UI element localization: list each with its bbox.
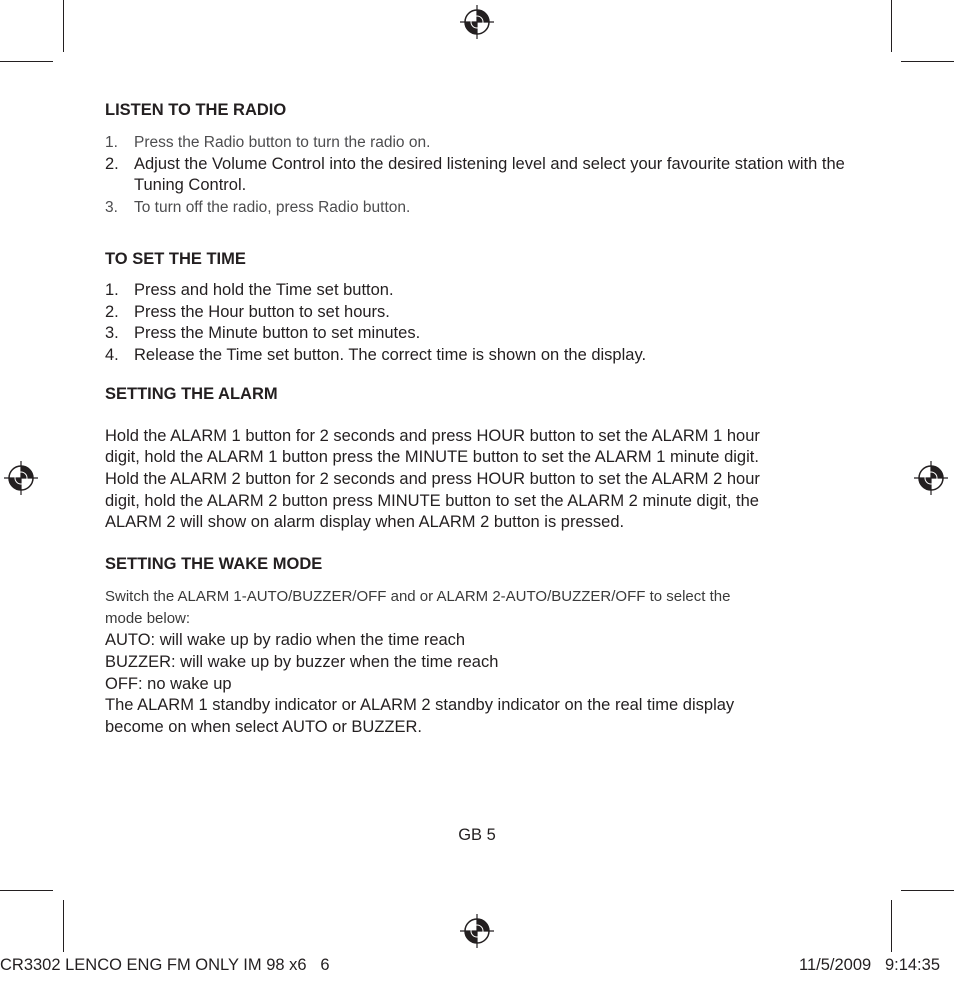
page-number: GB 5 <box>458 826 496 844</box>
list-item: 3. Press the Minute button to set minutes. <box>105 324 421 343</box>
text-line: BUZZER: will wake up by buzzer when the time reach <box>105 652 499 671</box>
radio-steps-list <box>105 132 865 219</box>
crop-mark <box>0 890 53 891</box>
crop-mark <box>0 61 53 62</box>
section-heading-wake-mode: SETTING THE WAKE MODE <box>105 555 323 574</box>
text-line: digit, hold the ALARM 2 button press MINUTE button to set the ALARM 2 minute digit, the <box>105 491 759 510</box>
print-slug-filename: CR3302 LENCO ENG FM ONLY IM 98 x6 6 <box>0 956 330 974</box>
text-line: ALARM 2 will show on alarm display when ALARM 2 button is pressed. <box>105 513 625 532</box>
text-line: mode below: <box>105 610 191 628</box>
list-item: 3. To turn off the radio, press Radio button. <box>105 199 411 217</box>
list-item: 4. Release the Time set button. The correct time is shown on the display. <box>105 345 647 364</box>
text-line: Switch the ALARM 1-AUTO/BUZZER/OFF and or ALARM 2-AUTO/BUZZER/OFF to select the <box>105 588 731 606</box>
wake-mode-paragraph <box>105 586 865 739</box>
list-item: 1. Press and hold the Time set button. <box>105 280 394 299</box>
registration-mark-icon <box>460 5 494 39</box>
crop-mark <box>891 0 892 52</box>
section-heading-time: TO SET THE TIME <box>105 249 246 268</box>
crop-mark <box>901 890 954 891</box>
crop-mark <box>901 61 954 62</box>
crop-mark <box>63 900 64 952</box>
print-slug-timestamp: 11/5/2009 9:14:35 <box>799 956 940 974</box>
time-steps-list <box>105 280 865 367</box>
text-line: The ALARM 1 standby indicator or ALARM 2 standby indicator on the real time display <box>105 696 735 715</box>
page-content <box>105 100 865 739</box>
list-item: 1. Press the Radio button to turn the radio on. <box>105 134 431 151</box>
text-line: AUTO: will wake up by radio when the time reach <box>105 631 466 650</box>
list-item: 2. Press the Hour button to set hours. <box>105 302 390 321</box>
text-line: Hold the ALARM 2 button for 2 seconds and press HOUR button to set the ALARM 2 hour <box>105 470 760 489</box>
alarm-paragraph <box>105 426 865 535</box>
crop-mark <box>891 900 892 952</box>
text-line: Hold the ALARM 1 button for 2 seconds and press HOUR button to set the ALARM 1 hour <box>105 426 760 445</box>
registration-mark-icon <box>460 914 494 948</box>
list-item: 2. Adjust the Volume Control into the desired listening level and select your favourite station with the Tuning Control. <box>105 154 845 195</box>
text-line: become on when select AUTO or BUZZER. <box>105 717 422 736</box>
registration-mark-icon <box>914 461 948 495</box>
text-line: digit, hold the ALARM 1 button press the MINUTE button to set the ALARM 1 minute digit. <box>105 448 759 467</box>
crop-mark <box>63 0 64 52</box>
section-heading-radio: LISTEN TO THE RADIO <box>105 101 287 119</box>
text-line: OFF: no wake up <box>105 674 232 693</box>
section-heading-alarm: SETTING THE ALARM <box>105 384 278 403</box>
registration-mark-icon <box>4 461 38 495</box>
